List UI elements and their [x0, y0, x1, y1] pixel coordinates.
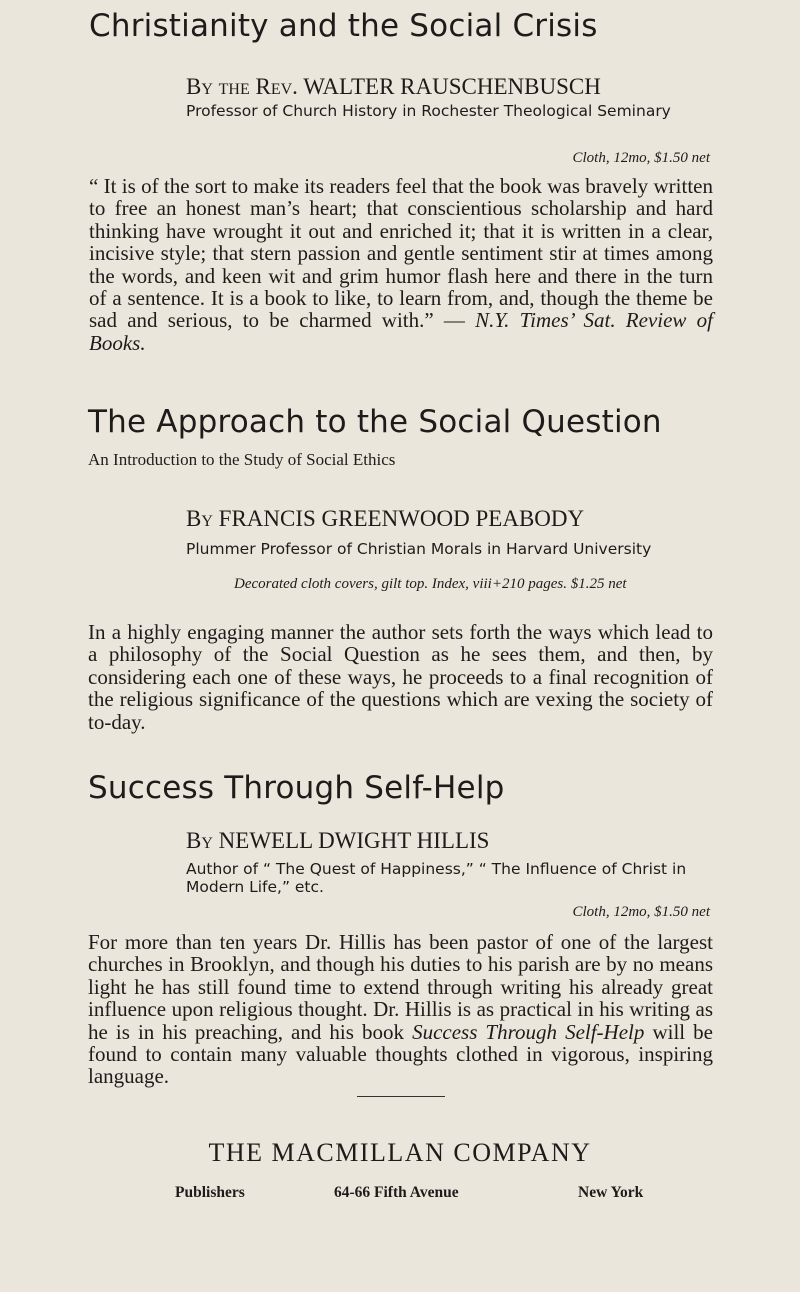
book-1-review-source: N.Y. Times’ Sat. Review of Books.	[89, 308, 713, 355]
publisher-city: New York	[578, 1184, 644, 1201]
section-divider	[357, 1096, 445, 1097]
book-2-binding: Decorated cloth covers, gilt top. Index, viii+210 pages. $1.25 net	[234, 576, 627, 592]
book-3-description-end: will be found to contain many valuable thoughts clothed in vigorous, inspiring language.	[88, 1019, 714, 1089]
book-2-author: FRANCIS GREENWOOD PEABODY	[218, 506, 585, 531]
book-2-by-label: By	[186, 506, 213, 531]
book-3-title: Success Through Self-Help	[88, 770, 505, 806]
book-2-description: In a highly engaging manner the author sets forth the ways which lead to a philosophy of the Social Question as he sees them, and then, by considering each one of these ways, he proceeds to a final recognition of the religious significance of the questions which are vexing the society of to-day.	[88, 620, 713, 734]
publisher-address: 64-66 Fifth Avenue	[334, 1184, 459, 1201]
book-1-review	[89, 175, 713, 354]
book-2-affiliation: Plummer Professor of Christian Morals in Harvard University	[186, 540, 652, 558]
publisher-name: THE MACMILLAN COMPANY	[208, 1138, 592, 1167]
book-1-binding: Cloth, 12mo, $1.50 net	[572, 150, 710, 166]
book-2-subtitle: An Introduction to the Study of Social Ethics	[88, 450, 396, 469]
book-3-description-start: For more than ten years Dr. Hillis has been pastor of one of the largest churches in Brooklyn, and though his duties to his parish are by no means light he has still found time to extend through writing his already great influence upon religious thought. Dr. Hillis is as practical in his writing as he is in his preaching, and his book	[88, 930, 713, 1044]
book-3-description	[88, 931, 713, 1088]
book-2-byline	[186, 506, 584, 532]
book-3-affiliation: Author of “ The Quest of Happiness,” “ The Influence of Christ in Modern Life,” etc.	[186, 860, 687, 896]
publishers-label: Publishers	[175, 1184, 245, 1201]
book-3-binding: Cloth, 12mo, $1.50 net	[572, 904, 710, 920]
book-3-byline	[186, 828, 489, 854]
book-1-title: Christianity and the Social Crisis	[89, 8, 598, 44]
book-1-by-label: By the Rev.	[186, 74, 298, 99]
book-3-author: NEWELL DWIGHT HILLIS	[218, 828, 490, 853]
book-1-affiliation: Professor of Church History in Rochester Theological Seminary	[186, 102, 671, 120]
book-1-byline	[186, 74, 601, 100]
book-1-quote: “ It is of the sort to make its readers feel that the book was bravely written to free an honest man’s heart; that conscientious scholarship and hard thinking have wrought it out and enriched it; that it is written in a clear, incisive style; that stern passion and gentle sentiment stir at times among the words, and keen wit and grim humor flash here and there in the turn of a sentence. It is a book to like, to learn from, and, though the theme be sad and serious, to be charmed with.” —	[89, 174, 713, 333]
book-3-by-label: By	[186, 828, 213, 853]
book-3-description-title: Success Through Self-Help	[412, 1019, 645, 1044]
book-2-title: The Approach to the Social Question	[88, 404, 662, 440]
book-1-author: WALTER RAUSCHENBUSCH	[303, 74, 601, 99]
